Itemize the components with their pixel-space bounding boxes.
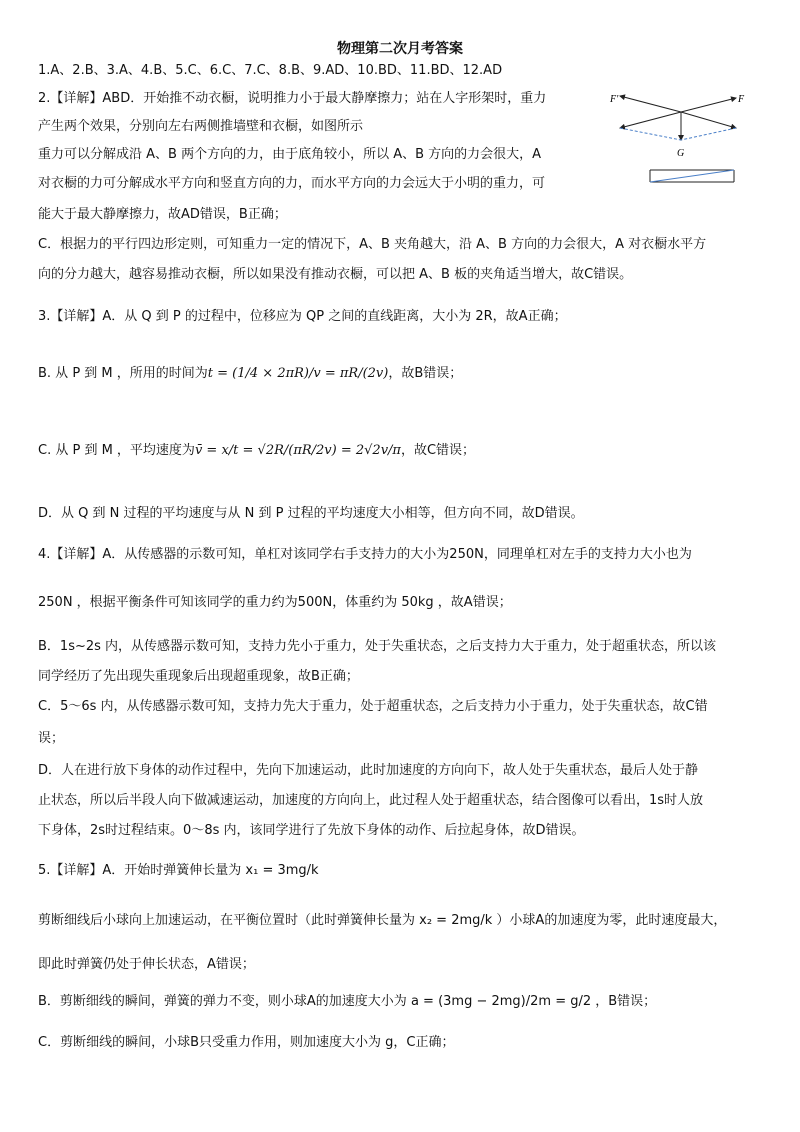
force-line-lower-right [681,112,736,128]
mini-parallelogram [650,170,734,182]
q4-d-2: 止状态，所以后半段人向下做减速运动，加速度的方向向上，此过程人处于超重状态，结合图像可以看出，1s时人放 [38,793,704,808]
q3-b-pre: B. 从 P 到 M ，所用的时间为 [38,366,208,381]
q4-a-2: 250N ，根据平衡条件可知该同学的重力约为500N，体重约为 50kg ，故A错误； [38,595,512,610]
label-fprime: F' [610,94,619,105]
q5-a-3: 即此时弹簧仍处于伸长状态，A错误； [38,957,255,972]
q3-d: D．从 Q 到 N 过程的平均速度与从 N 到 P 过程的平均速度大小相等，但方向不同，故D错误。 [38,506,584,521]
q3-c [38,442,475,460]
page-title: 物理第二次月考答案 [337,41,463,57]
label-f: F [738,94,745,105]
q4-d-3: 下身体，2s时过程结束。0～8s 内，该同学进行了先放下身体的动作、后拉起身体，故D错误。 [38,823,585,838]
force-line-f [681,98,736,112]
q4-b-2: 同学经历了先出现失重现象后出现超重现象，故B正确； [38,669,359,684]
q2-line-6: C．根据力的平行四边形定则，可知重力一定的情况下，A、B 夹角越大，沿 A、B 方向的力会很大，A 对衣橱水平方 [38,237,707,252]
force-line-fprime [620,96,681,112]
answer-key: 1.A、2.B、3.A、4.B、5.C、6.C、7.C、8.B、9.AD、10.BD、11.BD、12.AD [38,63,503,78]
q2-line-1: 2.【详解】ABD．开始推不动衣橱，说明推力小于最大静摩擦力；站在人字形架时，重力 [38,91,547,106]
q5-c: C．剪断细线的瞬间，小球B只受重力作用，则加速度大小为 g，C正确； [38,1035,455,1050]
q3-b-eq: t = (1/4 × 2πR)/v = πR/(2v) [207,366,389,381]
dashed-line-right [681,128,736,140]
q4-a-1: 4.【详解】A．从传感器的示数可知，单杠对该同学右手支持力的大小为250N，同理单杠对左手的支持力大小也为 [38,547,692,562]
q3-c-eq: v̄ = x/t = √2R/(πR/2v) = 2√2v/π [194,443,401,458]
q4-d-1: D．人在进行放下身体的动作过程中，先向下加速运动，此时加速度的方向向下，故人处于失重状态，最后人处于静 [38,763,699,778]
q5-a: 5.【详解】A．开始时弹簧伸长量为 x₁ = 3mg/k [38,863,319,878]
force-diagram [606,88,756,198]
q4-c-1: C．5～6s 内，从传感器示数可知，支持力先大于重力，处于超重状态，之后支持力小于重力，处于失重状态，故C错 [38,699,708,714]
q4-c-2: 误； [38,731,65,746]
q5-b: B．剪断细线的瞬间，弹簧的弹力不变，则小球A的加速度大小为 a = (3mg − 2mg)/2m = g/2 ，B错误； [38,994,657,1009]
q3-b-post: ，故B错误； [388,366,463,381]
dashed-line-left [620,128,681,140]
label-g: G [677,148,685,159]
q3-a: 3.【详解】A．从 Q 到 P 的过程中，位移应为 QP 之间的直线距离，大小为 2R，故A正确； [38,309,567,324]
q5-a-2: 剪断细线后小球向上加速运动，在平衡位置时（此时弹簧伸长量为 x₂ = 2mg/k ）小球A的加速度为零，此时速度最大， [38,913,727,928]
q3-b [38,365,462,383]
q2-line-2: 产生两个效果，分别向左右两侧推墙壁和衣橱，如图所示 [38,119,364,134]
q3-c-pre: C. 从 P 到 M ，平均速度为 [38,443,195,458]
q2-line-5: 能大于最大静摩擦力，故AD错误，B正确； [38,207,287,222]
force-line-lower-left [620,112,681,128]
q4-b-1: B．1s~2s 内，从传感器示数可知，支持力先小于重力，处于失重状态，之后支持力大于重力，处于超重状态，所以该 [38,639,717,654]
q2-line-3: 重力可以分解成沿 A、B 两个方向的力，由于底角较小，所以 A、B 方向的力会很大，A [38,147,542,162]
q3-c-post: ，故C错误； [400,443,476,458]
q2-line-7: 向的分力越大，越容易推动衣橱，所以如果没有推动衣橱，可以把 A、B 板的夹角适当增大，故C错误。 [38,267,633,282]
q2-line-4: 对衣橱的力可分解成水平方向和竖直方向的力，而水平方向的力会远大于小明的重力，可 [38,176,546,191]
